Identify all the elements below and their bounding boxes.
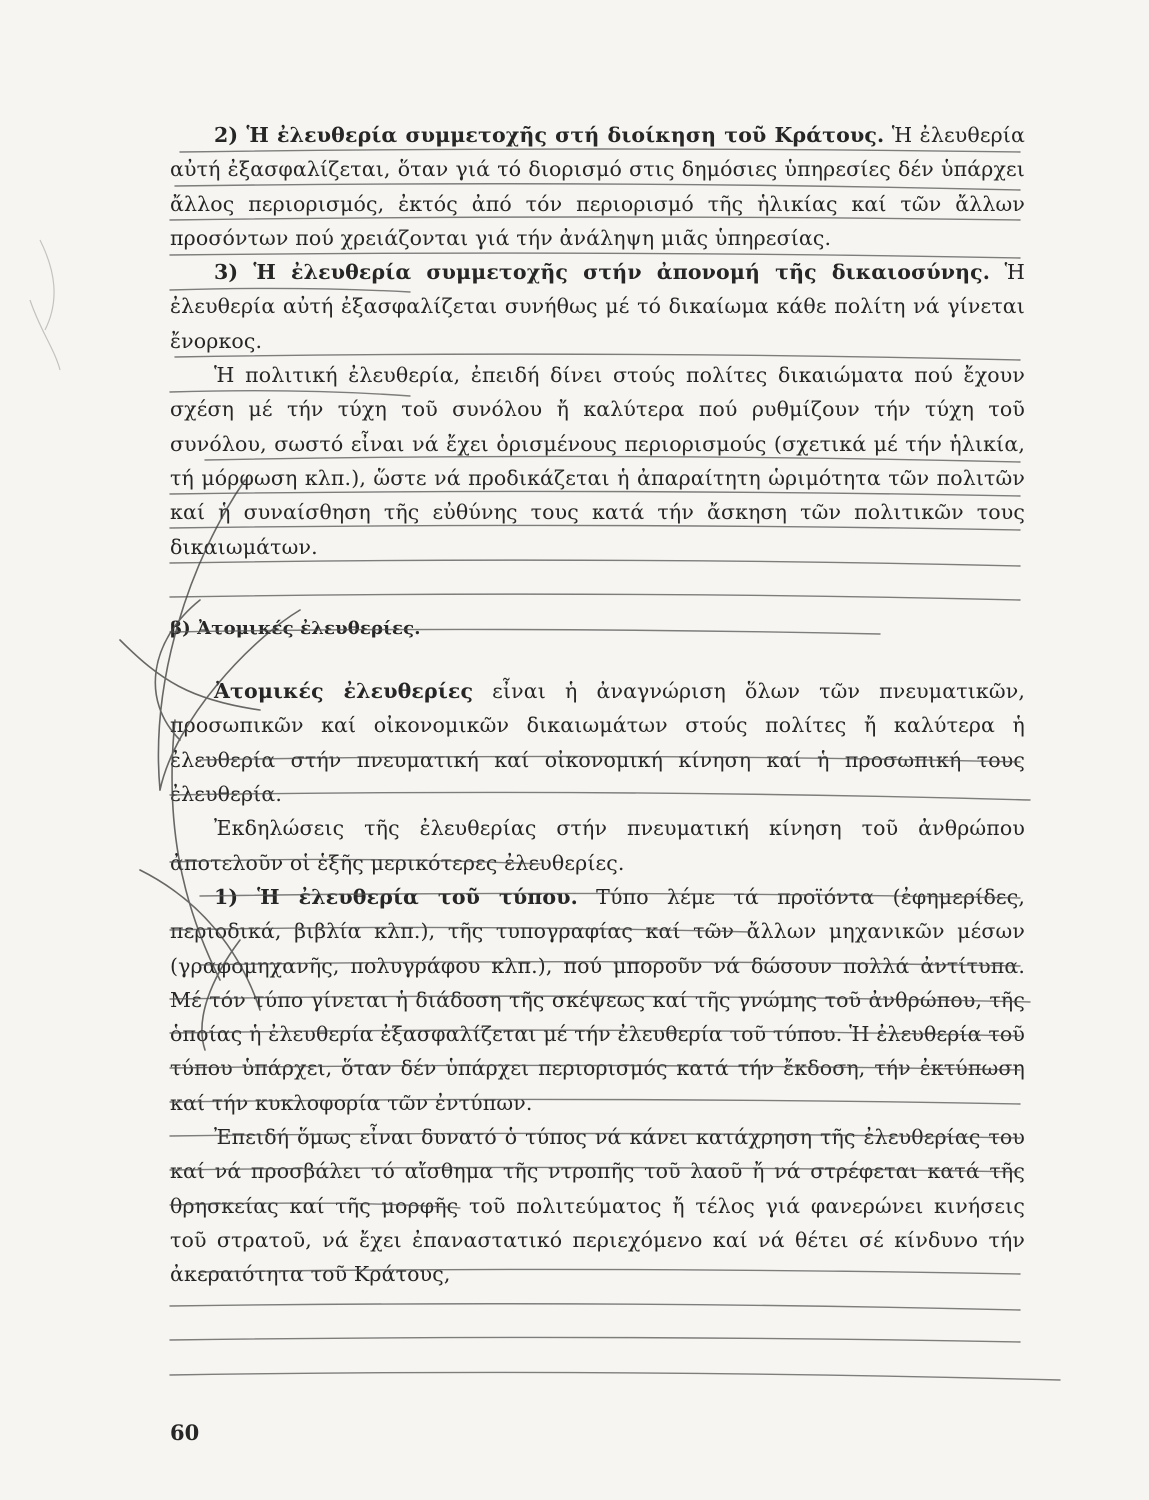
underline-mark xyxy=(170,1337,1020,1342)
paragraph-6-lead: 1) Ἡ ἐλευθερία τοῦ τύπου. xyxy=(214,884,578,909)
paragraph-2 xyxy=(170,255,1025,358)
underline-mark xyxy=(170,1304,1020,1310)
paragraph-4 xyxy=(170,674,1025,811)
paragraph-7 xyxy=(170,1120,1025,1291)
paragraph-4-lead: Ἀτομικές ἐλευθερίες xyxy=(214,679,474,704)
section-heading: β) Ἀτομικές ἐλευθερίες. xyxy=(170,617,421,639)
margin-scribble xyxy=(30,300,60,370)
paragraph-7-text: Ἐπειδή ὅμως εἶναι δυνατό ὁ τύπος νά κάνει κατάχρηση τῆς ἐλευθερίας του καί νά προσβάλει τό αἴσθημα τῆς ντροπῆς τοῦ λαοῦ ἤ νά στρέφεται κατά τῆς θρησκείας καί τῆς μορφῆς τοῦ πολιτεύματος ἤ τέλος γιά φανερώνει κινήσεις τοῦ στρατοῦ, νά ἔχει ἐπαναστατικό περιεχόμενο καί νά θέτει σέ κίνδυνο τήν ἀκεραιότητα τοῦ Κράτους, xyxy=(170,1125,1025,1287)
page-number: 60 xyxy=(170,1420,200,1445)
margin-scribble xyxy=(40,240,54,330)
paragraph-2-lead: 3) Ἡ ἐλευθερία συμμετοχῆς στήν ἀπονομή τῆς δικαιοσύνης. xyxy=(214,260,991,285)
paragraph-2-text: Ἡ ἐλευθερία αὐτή ἐξασφαλίζεται συνήθως μέ τό δικαίωμα κάθε πολίτη νά γίνεται ἔνορκος. xyxy=(170,260,1025,353)
main-text xyxy=(170,118,1025,1292)
paragraph-5-text: Ἐκδηλώσεις τῆς ἐλευθερίας στήν πνευματική κίνηση τοῦ ἀνθρώπου ἀποτελοῦν οἱ ἑξῆς μερικότερες ἐλευθερίες. xyxy=(170,816,1025,875)
paragraph-1-lead: 2) Ἡ ἐλευθερία συμμετοχῆς στή διοίκηση τοῦ Κράτους. xyxy=(214,123,885,147)
paragraph-5 xyxy=(170,811,1025,880)
paragraph-1 xyxy=(170,118,1025,255)
paragraph-6 xyxy=(170,880,1025,1120)
paragraph-1-text: Ἡ ἐλευθερία αὐτή ἐξασφαλίζεται, ὅταν γιά τό διορισμό στις δημόσιες ὑπηρεσίες δέν ὑπάρχει ἄλλος περιορισμός, ἐκτός ἀπό τόν περιορισμό τῆς ἡλικίας καί τῶν ἄλλων προσόντων πού χρειάζονται γιά τήν ἀνάληψη μιᾶς ὑπηρεσίας. xyxy=(170,123,1025,250)
underline-mark xyxy=(170,1372,1060,1380)
paragraph-6-text: Τύπο λέμε τά προϊόντα (ἐφημερίδες, περιοδικά, βιβλία κλπ.), τῆς τυπογραφίας καί τῶν ἄλλων μηχανικῶν μέσων (γραφομηχανῆς, πολυγράφου κλπ.), πού μποροῦν νά δώσουν πολλά ἀντίτυπα. Μέ τόν τύπο γίνεται ἡ διάδοση τῆς σκέψεως καί τῆς γνώμης τοῦ ἀνθρώπου, τῆς ὁποίας ἡ ἐλευθερία ἐξασφαλίζεται μέ τήν ἐλευθερία τοῦ τύπου. Ἡ ἐλευθερία τοῦ τύπου ὑπάρχει, ὅταν δέν ὑπάρχει περιορισμός κατά τήν ἔκδοση, τήν ἐκτύπωση καί τήν κυκλοφορία τῶν ἐντύπων. xyxy=(170,884,1025,1115)
paragraph-3 xyxy=(170,358,1025,564)
paragraph-4-text: εἶναι ἡ ἀναγνώριση ὅλων τῶν πνευματικῶν, προσωπικῶν καί οἰκονομικῶν δικαιωμάτων στούς πολίτες ἤ καλύτερα ἡ ἐλευθερία στήν πνευματική καί οἰκονομική κίνηση καί ἡ προσωπική τους ἐλευθερία. xyxy=(170,679,1025,807)
paragraph-3-text: Ἡ πολιτική ἐλευθερία, ἐπειδή δίνει στούς πολίτες δικαιώματα πού ἔχουν σχέση μέ τήν τύχη τοῦ συνόλου ἤ καλύτερα πού ρυθμίζουν τήν τύχη τοῦ συνόλου, σωστό εἶναι νά ἔχει ὁρισμένους περιορισμούς (σχετικά μέ τήν ἡλικία, τή μόρφωση κλπ.), ὥστε νά προδικάζεται ἡ ἀπαραίτητη ὡριμότητα τῶν πολιτῶν καί ἡ συναίσθηση τῆς εὐθύνης τους κατά τήν ἄσκηση τῶν πολιτικῶν τους δικαιωμάτων. xyxy=(170,363,1025,559)
